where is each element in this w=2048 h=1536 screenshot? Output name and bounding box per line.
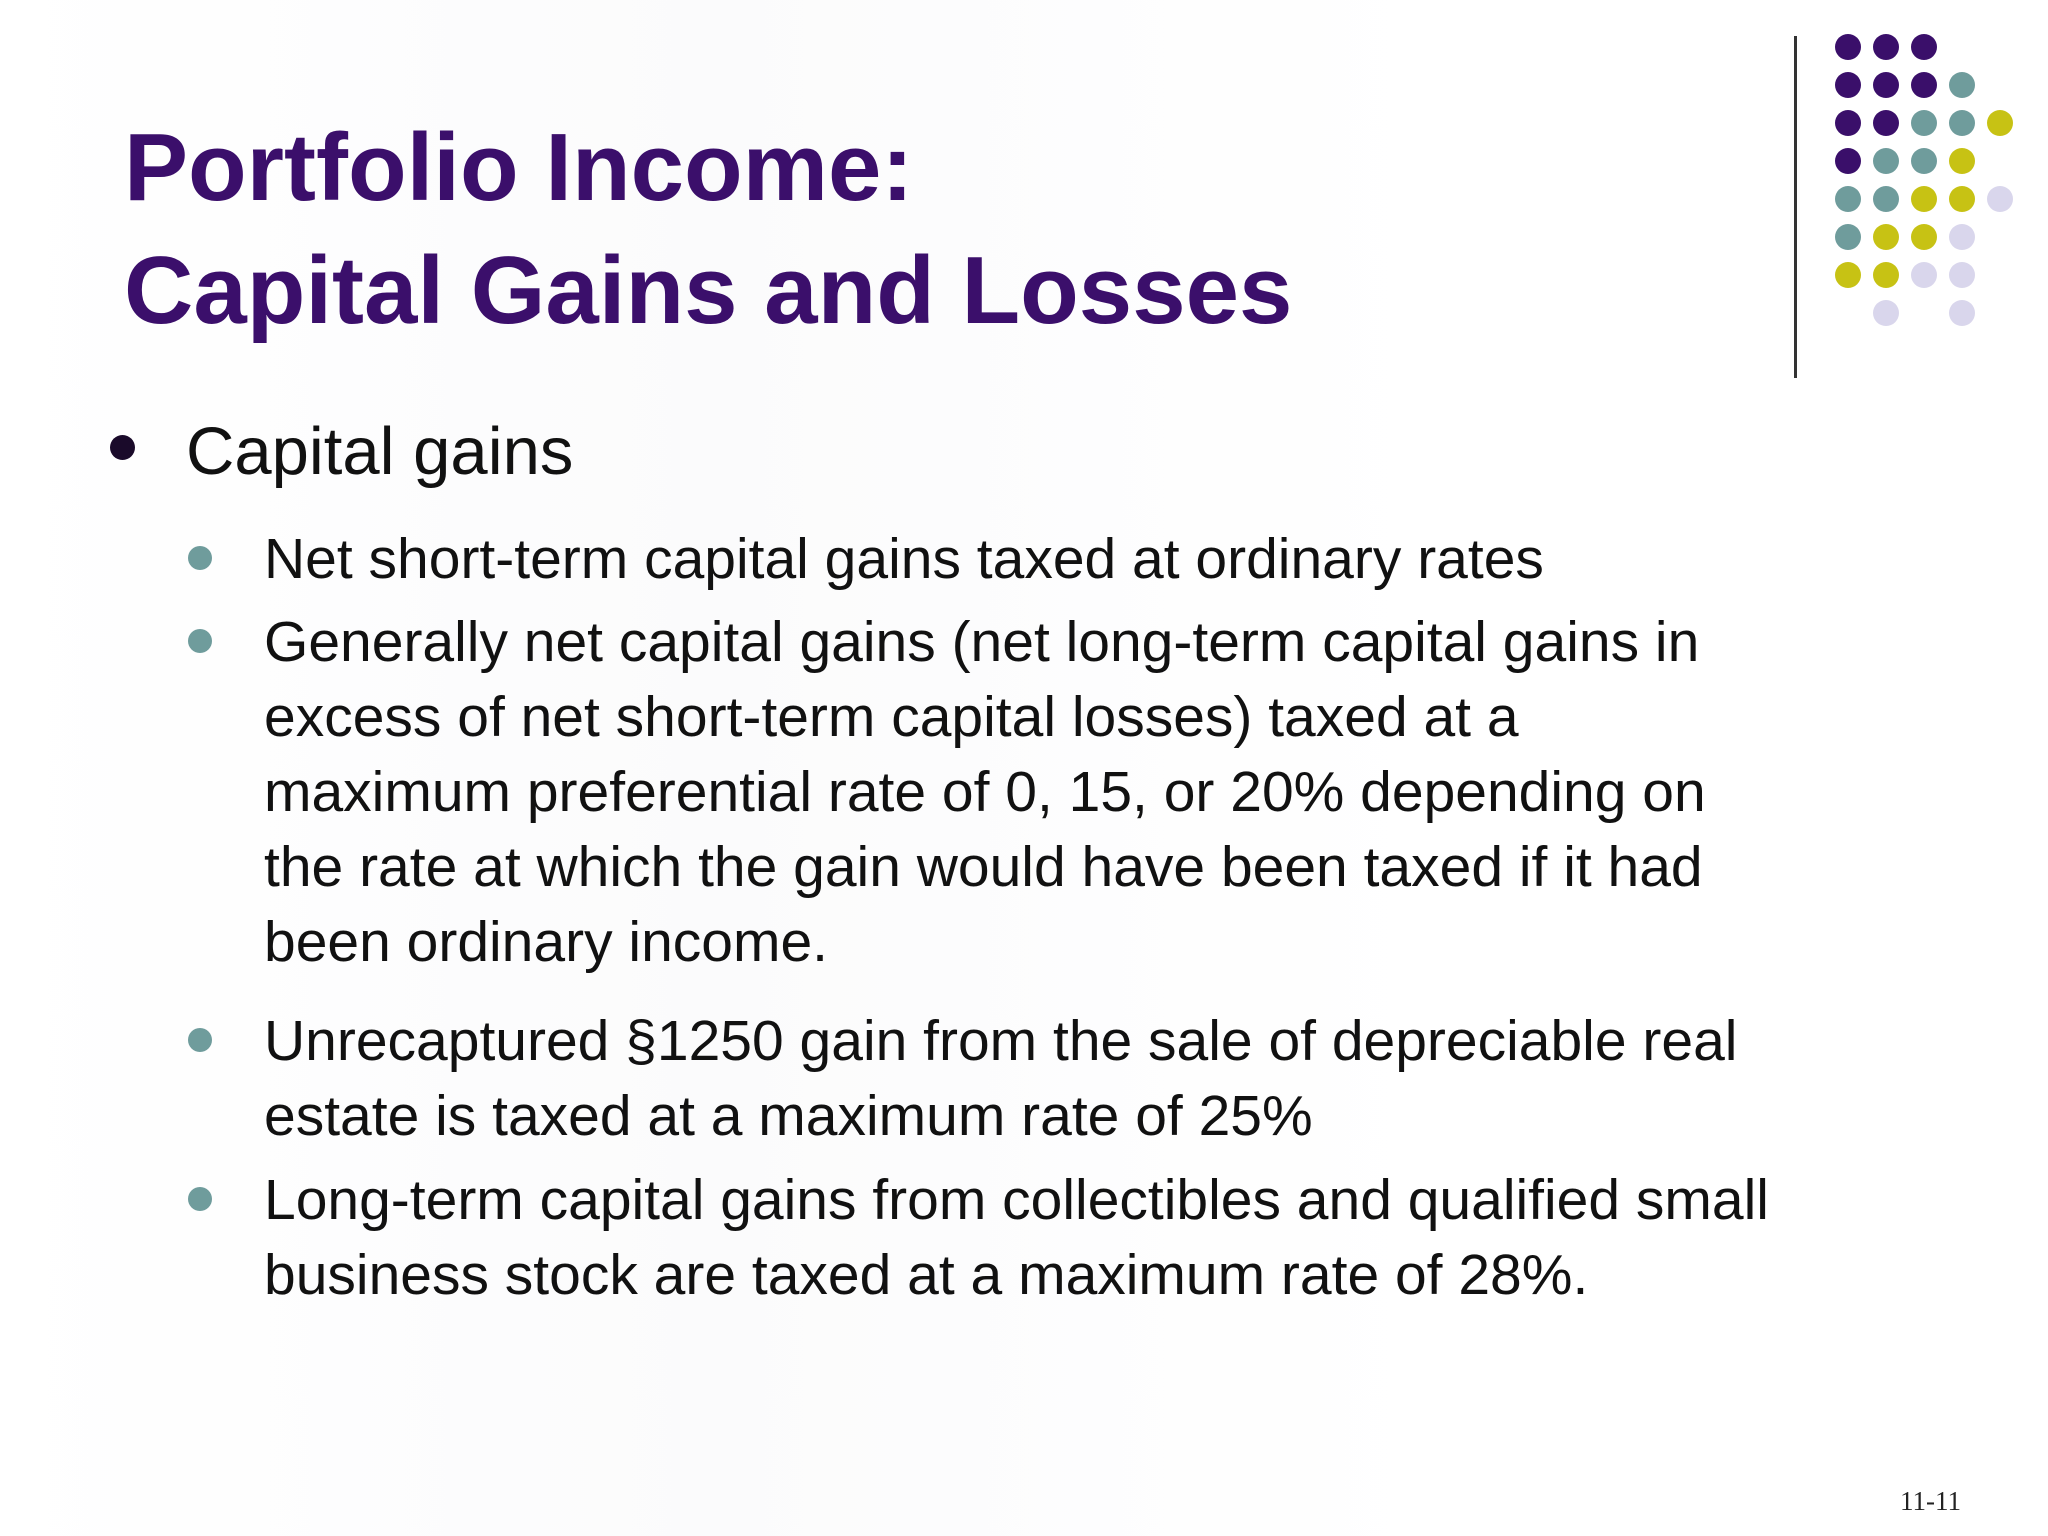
decorative-dot-icon	[1911, 110, 1937, 136]
decorative-dot-icon	[1873, 148, 1899, 174]
sub-bullet-text	[264, 1163, 1904, 1313]
decorative-dot-icon	[1911, 224, 1937, 250]
decorative-dot-icon	[1835, 224, 1861, 250]
decorative-dot-icon	[1835, 262, 1861, 288]
sub-bullet-text	[264, 605, 1904, 980]
page-number: 11-11	[1900, 1486, 1961, 1516]
decorative-dot-icon	[1873, 34, 1899, 60]
decorative-dot-icon	[1873, 186, 1899, 212]
decorative-dot-icon	[1835, 34, 1861, 60]
sub-bullet-text	[264, 1004, 1904, 1154]
vertical-divider	[1794, 36, 1797, 378]
sub-bullet-line: Generally net capital gains (net long-term capital gains in	[264, 610, 1700, 674]
slide-title	[124, 106, 1292, 352]
sub-bullet-text	[264, 522, 1904, 597]
sub-bullet-line: Unrecaptured §1250 gain from the sale of depreciable real	[264, 1009, 1738, 1073]
decorative-dot-icon	[1949, 262, 1975, 288]
decorative-dot-icon	[1873, 224, 1899, 250]
decorative-dot-icon	[1873, 262, 1899, 288]
decorative-dot-icon	[1911, 262, 1937, 288]
decorative-dot-icon	[1911, 72, 1937, 98]
sub-bullet-dot-icon	[188, 1187, 212, 1211]
sub-bullet-dot-icon	[188, 1028, 212, 1052]
decorative-dot-icon	[1949, 224, 1975, 250]
decorative-dot-icon	[1911, 186, 1937, 212]
decorative-dot-icon	[1987, 110, 2013, 136]
decorative-dot-icon	[1949, 72, 1975, 98]
decorative-dot-icon	[1949, 300, 1975, 326]
decorative-dot-icon	[1835, 186, 1861, 212]
sub-bullet-line: the rate at which the gain would have been taxed if it had	[264, 835, 1703, 899]
sub-bullet-line: excess of net short-term capital losses) taxed at a	[264, 685, 1519, 749]
decorative-dot-icon	[1911, 148, 1937, 174]
decorative-dot-icon	[1873, 72, 1899, 98]
decorative-dot-icon	[1873, 110, 1899, 136]
sub-bullet-line: Long-term capital gains from collectibles and qualified small	[264, 1168, 1769, 1232]
decorative-dot-icon	[1835, 110, 1861, 136]
decorative-dot-icon	[1949, 148, 1975, 174]
decorative-dot-icon	[1835, 72, 1861, 98]
decorative-dot-icon	[1949, 110, 1975, 136]
bullet-text: Capital gains	[186, 414, 574, 489]
bullet-dot-icon	[110, 435, 135, 460]
slide-title-line-2: Capital Gains and Losses	[124, 237, 1293, 344]
sub-bullet-dot-icon	[188, 629, 212, 653]
sub-bullet-dot-icon	[188, 546, 212, 570]
sub-bullet-line: business stock are taxed at a maximum rate of 28%.	[264, 1243, 1589, 1307]
sub-bullet-line: been ordinary income.	[264, 910, 828, 974]
decorative-dot-icon	[1911, 34, 1937, 60]
sub-bullet-line: maximum preferential rate of 0, 15, or 20% depending on	[264, 760, 1706, 824]
decorative-dot-icon	[1873, 300, 1899, 326]
decorative-dot-icon	[1987, 186, 2013, 212]
slide-title-line-1: Portfolio Income:	[124, 114, 914, 221]
decorative-dot-icon	[1949, 186, 1975, 212]
decorative-dot-icon	[1835, 148, 1861, 174]
sub-bullet-line: estate is taxed at a maximum rate of 25%	[264, 1084, 1313, 1148]
sub-bullet-line: Net short-term capital gains taxed at ordinary rates	[264, 527, 1544, 591]
